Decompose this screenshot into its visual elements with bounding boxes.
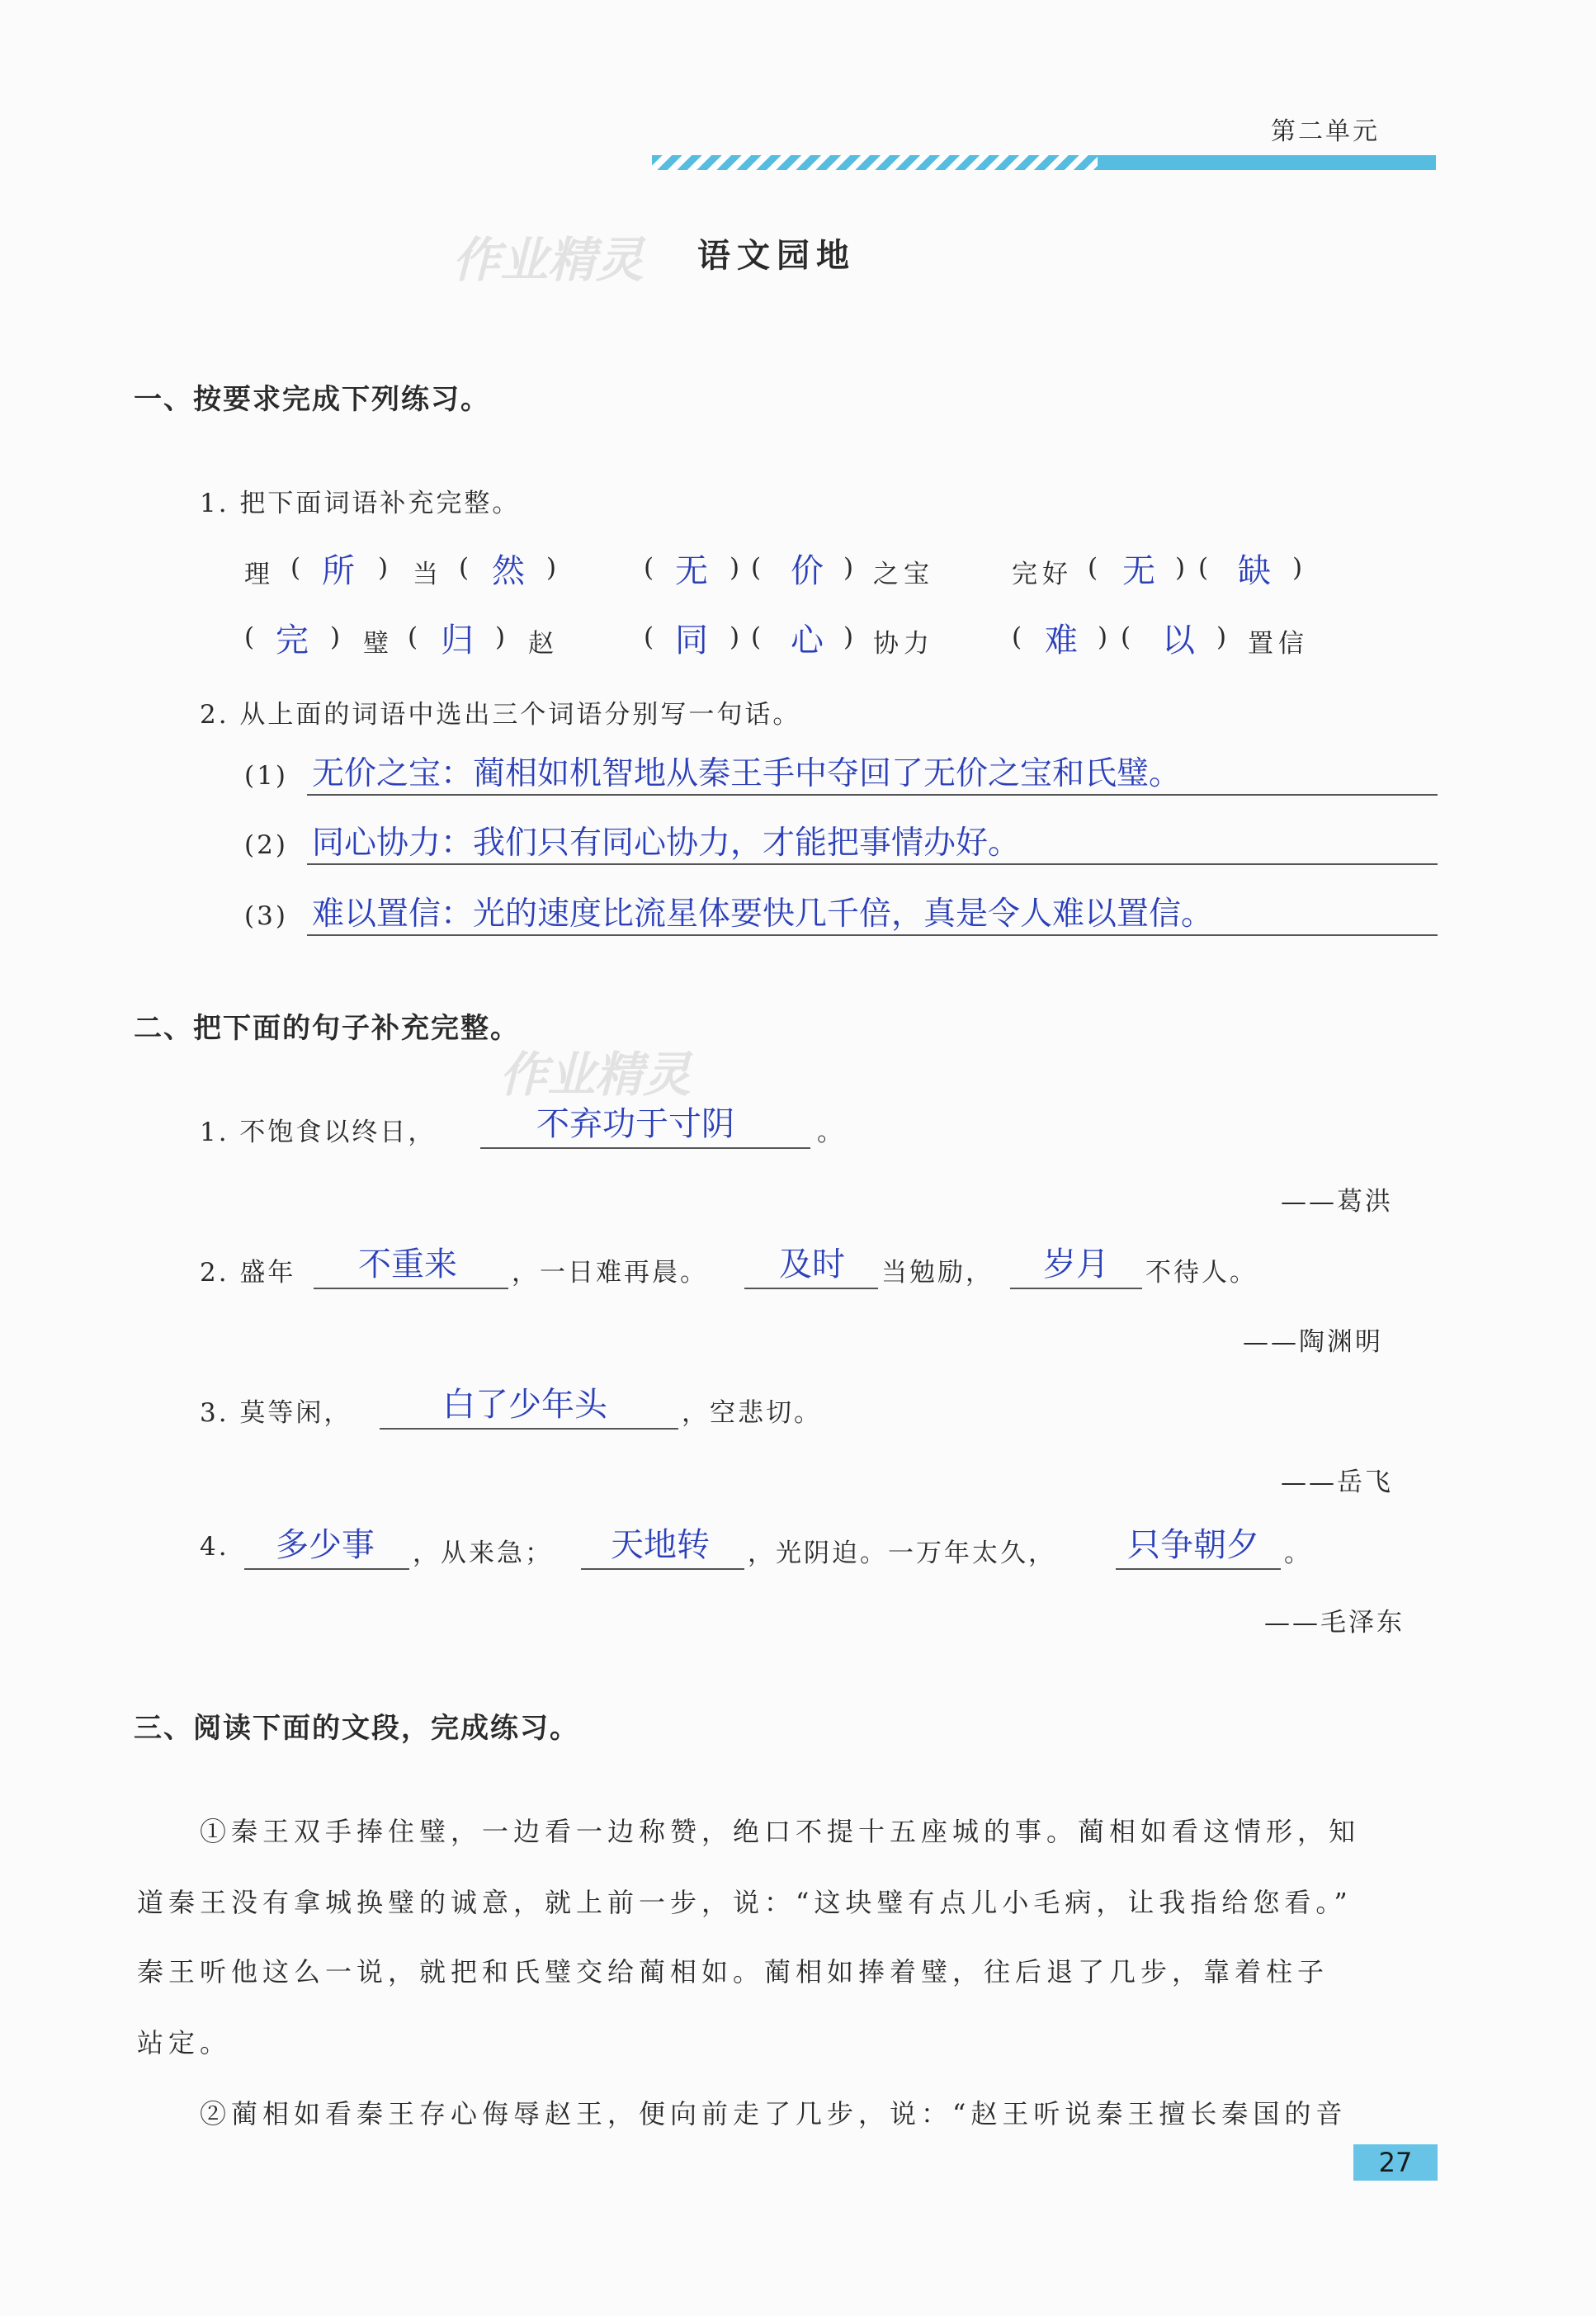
word-blank[interactable]: 难 [1045,622,1078,659]
sentence-text: ，空悲切。 [682,1398,822,1428]
word-char: 完好 [1012,560,1073,589]
paren: ) [843,622,854,652]
paren: ) [1216,622,1227,652]
sentence-blank[interactable]: 白了少年头 [442,1386,607,1424]
answer-line [244,1568,409,1570]
paren: ) [730,553,740,583]
paren: ( [290,553,301,583]
answer-line [581,1568,744,1570]
paren: ( [1198,553,1209,583]
paren: ( [644,553,654,583]
paren: ( [1012,622,1022,652]
sentence-answer[interactable]: 难以置信：光的速度比流星体要快几千倍，真是令人难以置信。 [312,896,1214,933]
answer-line [307,863,1438,865]
answer-line [744,1288,878,1289]
word-char: 协力 [873,629,934,659]
word-blank[interactable]: 以 [1162,622,1195,659]
word-blank[interactable]: 然 [492,552,525,590]
author: ——岳飞 [1281,1468,1393,1497]
sentence-answer[interactable]: 无价之宝：蔺相如机智地从秦王手中夺回了无价之宝和氏璧。 [312,755,1182,792]
q2-prompt: 2. 从上面的词语中选出三个词语分别写一句话。 [200,700,801,730]
paren: ) [330,622,341,652]
paren: ( [751,622,762,652]
word-char: 当 [413,560,438,589]
paren: ( [408,622,418,652]
word-char: 理 [244,560,270,589]
sentence-blank[interactable]: 多少事 [276,1526,375,1564]
answer-line [307,794,1438,796]
paren: ) [1098,622,1108,652]
page-number: 27 [1353,2144,1438,2181]
sentence-text: 。 [817,1118,845,1147]
word-blank[interactable]: 归 [441,622,474,659]
paren: ( [1088,553,1098,583]
item-number: (1) [244,761,288,791]
sentence-text: 2. 盛年 [200,1258,296,1288]
passage-line: 秦王听他这么一说，就把和氏璧交给蔺相如。蔺相如捧着璧，往后退了几步，靠着柱子 [137,1956,1329,1988]
word-blank[interactable]: 价 [791,552,824,590]
sentence-text: ，一日难再晨。 [512,1258,708,1288]
paren: ) [546,553,557,583]
sentence-answer[interactable]: 同心协力：我们只有同心协力，才能把事情办好。 [312,825,1021,862]
paren: ) [378,553,389,583]
word-blank[interactable]: 心 [791,622,824,659]
word-char: 赵 [528,629,554,659]
paren: ( [1121,622,1131,652]
paren: ( [751,553,762,583]
answer-line [314,1288,508,1289]
answer-line [1010,1288,1142,1289]
author: ——葛洪 [1281,1187,1393,1217]
sentence-text: 不待人。 [1145,1258,1258,1288]
header-stripe-solid [1098,155,1436,170]
sentence-blank[interactable]: 只争朝夕 [1127,1526,1259,1564]
sentence-blank[interactable]: 及时 [779,1245,845,1283]
sentence-text: 3. 莫等闲， [200,1398,352,1428]
item-number: (2) [244,830,288,860]
passage-line: 站定。 [137,2027,232,2058]
word-blank[interactable]: 无 [1122,552,1155,590]
answer-line [380,1428,678,1430]
sentence-text: 4. [200,1532,229,1562]
word-blank[interactable]: 缺 [1238,552,1271,590]
item-number: (3) [244,901,288,931]
section1-heading: 一、按要求完成下列练习。 [134,383,490,416]
sentence-blank[interactable]: 天地转 [611,1526,710,1564]
answer-line [480,1147,810,1149]
paren: ) [1175,553,1186,583]
sentence-text: ，光阴迫。一万年太久， [748,1538,1056,1568]
paren: ( [644,622,654,652]
passage-line: ①秦王双手捧住璧，一边看一边称赞，绝口不提十五座城的事。蔺相如看这情形，知 [200,1816,1361,1847]
paren: ) [495,622,506,652]
section3-heading: 三、阅读下面的文段，完成练习。 [134,1712,579,1745]
passage-line: ②蔺相如看秦王存心侮辱赵王，便向前走了几步，说：“赵王听说秦王擅长秦国的音 [200,2098,1348,2129]
sentence-text: 当勉励， [881,1258,994,1288]
q1-prompt: 1. 把下面词语补充完整。 [200,489,521,518]
paren: ) [843,553,854,583]
paren: ) [730,622,740,652]
sentence-text: ，从来急； [413,1538,553,1568]
sentence-blank[interactable]: 不重来 [358,1245,457,1283]
paren: ) [1292,553,1303,583]
sentence-blank[interactable]: 不弃功于寸阴 [536,1105,734,1143]
word-char: 之宝 [873,560,934,589]
passage-line: 道秦王没有拿城换璧的诚意，就上前一步，说：“这块璧有点儿小毛病，让我指给您看。” [137,1887,1353,1918]
word-blank[interactable]: 无 [675,552,708,590]
page-title: 语文园地 [697,236,856,275]
answer-line [1116,1568,1281,1570]
sentence-text: 。 [1284,1538,1312,1568]
unit-label: 第二单元 [1271,117,1380,146]
word-blank[interactable]: 所 [322,552,355,590]
paren: ( [459,553,470,583]
sentence-blank[interactable]: 岁月 [1043,1245,1109,1283]
author: ——毛泽东 [1264,1608,1405,1638]
word-blank[interactable]: 完 [276,622,309,659]
answer-line [307,934,1438,936]
watermark: 作业精灵 [499,1047,692,1103]
paren: ( [244,622,255,652]
word-char: 置信 [1248,629,1309,659]
author: ——陶渊明 [1243,1327,1383,1357]
word-blank[interactable]: 同 [675,622,708,659]
watermark: 作业精灵 [452,232,645,288]
sentence-text: 1. 不饱食以终日， [200,1118,437,1147]
word-char: 璧 [363,629,389,659]
section2-heading: 二、把下面的句子补充完整。 [134,1012,520,1045]
